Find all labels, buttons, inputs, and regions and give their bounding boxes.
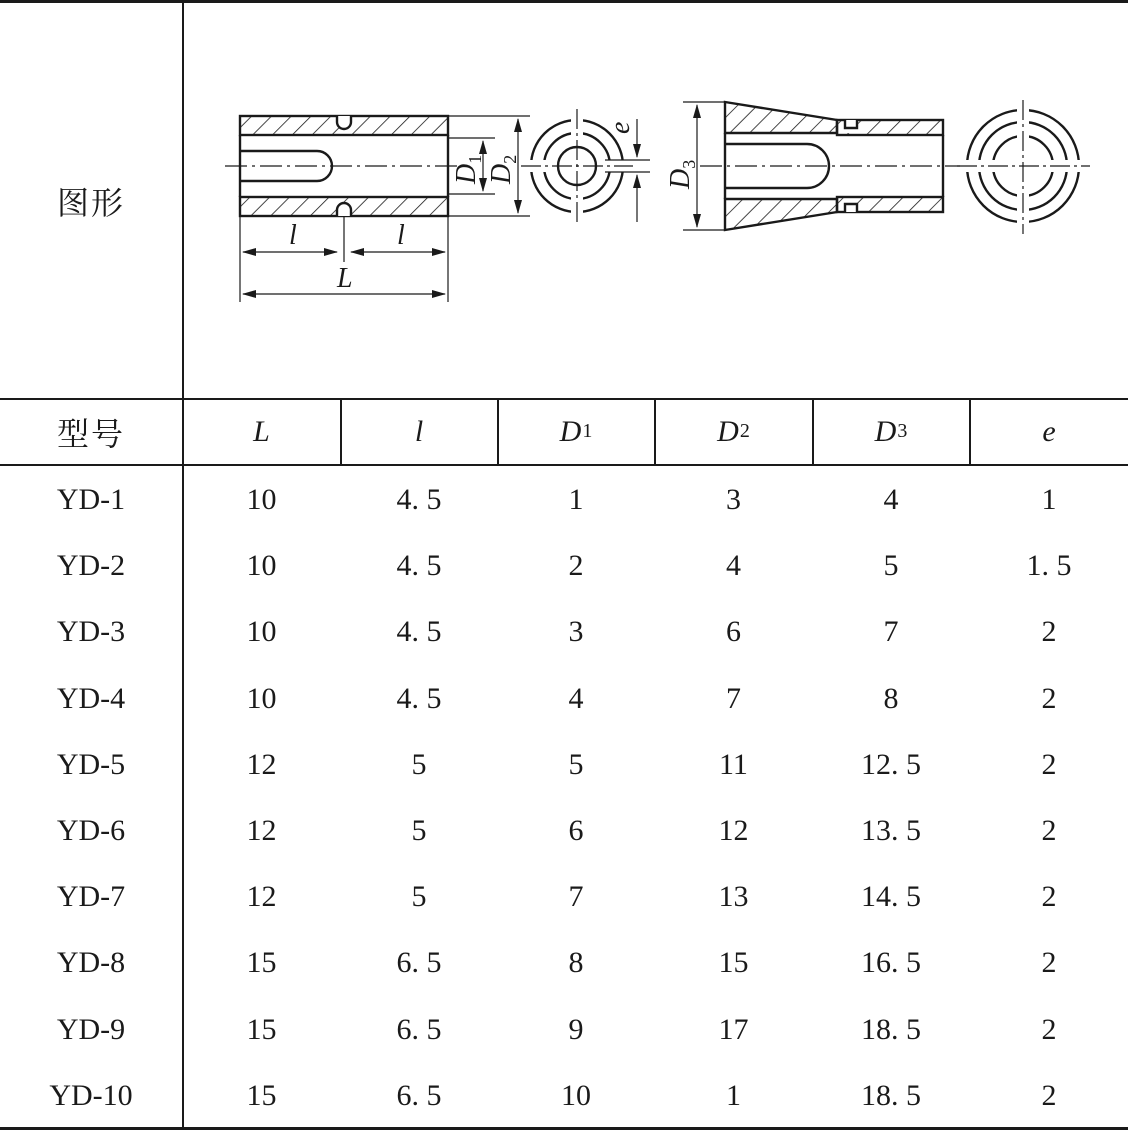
- value-cell: 2: [1041, 814, 1057, 848]
- value-cell: 10: [246, 615, 277, 649]
- header-row-rule: [0, 464, 1128, 466]
- value-cell: 14. 5: [861, 880, 921, 914]
- value-cell: 15: [246, 946, 277, 980]
- value-cell: 6. 5: [396, 1078, 442, 1112]
- svg-text:e: e: [605, 121, 636, 134]
- tapered-collet-end-view: [957, 100, 1090, 234]
- value-cell: 7: [883, 615, 899, 649]
- value-cell: 1: [1041, 483, 1057, 517]
- value-cell: 1: [568, 483, 584, 517]
- value-cell: 3: [726, 483, 741, 517]
- model-cell: YD-5: [56, 747, 126, 781]
- model-cell: YD-10: [49, 1078, 133, 1112]
- value-cell: 2: [1041, 1078, 1057, 1112]
- value-cell: 2: [1041, 615, 1057, 649]
- col-D2-header: D 2: [717, 414, 750, 448]
- value-cell: 16. 5: [861, 946, 921, 980]
- value-cell: 2: [1041, 946, 1057, 980]
- dim-D1: [451, 155, 485, 185]
- value-cell: 18. 5: [861, 1012, 921, 1046]
- value-cell: 1: [726, 1078, 741, 1112]
- value-cell: 12. 5: [861, 747, 921, 781]
- value-cell: 2: [1041, 681, 1057, 715]
- dim-D3: [665, 160, 699, 190]
- model-cell: YD-8: [56, 946, 126, 980]
- value-cell: 6. 5: [396, 946, 442, 980]
- value-cell: 6: [726, 615, 741, 649]
- value-cell: 10: [561, 1078, 591, 1112]
- value-cell: 10: [246, 483, 277, 517]
- col-D3-header: D 3: [874, 414, 908, 448]
- value-cell: 2: [1041, 747, 1057, 781]
- figure-label: 图形: [56, 184, 125, 221]
- value-cell: 3: [568, 615, 584, 649]
- value-cell: 4. 5: [396, 549, 442, 583]
- value-cell: 5: [411, 814, 427, 848]
- value-cell: 7: [568, 880, 584, 914]
- value-cell: 12: [246, 814, 277, 848]
- value-cell: 4: [568, 681, 584, 715]
- dim-l-left: l: [289, 220, 297, 251]
- value-cell: 17: [718, 1012, 749, 1046]
- model-cell: YD-2: [56, 549, 126, 583]
- col-e-header: e: [1042, 414, 1056, 448]
- dim-e: [605, 122, 636, 134]
- value-cell: 5: [411, 747, 427, 781]
- value-cell: 15: [246, 1078, 277, 1112]
- value-cell: 13: [718, 880, 749, 914]
- value-cell: 15: [246, 1012, 277, 1046]
- value-cell: 5: [411, 880, 427, 914]
- value-cell: 13. 5: [861, 814, 921, 848]
- value-cell: 5: [568, 747, 584, 781]
- value-cell: 18. 5: [861, 1078, 921, 1112]
- value-cell: 4: [883, 483, 899, 517]
- straight-collet-section: [225, 116, 465, 216]
- model-column-header: 型号: [56, 415, 125, 452]
- value-cell: 7: [726, 681, 741, 715]
- model-cell: YD-3: [56, 615, 126, 649]
- svg-text:D2: $D_2$: [486, 154, 520, 184]
- value-cell: 5: [883, 549, 899, 583]
- value-cell: 12: [246, 880, 277, 914]
- value-cell: 12: [246, 747, 277, 781]
- value-cell: 2: [1041, 1012, 1057, 1046]
- value-cell: 11: [719, 747, 748, 781]
- col-l-header: l: [414, 414, 424, 448]
- value-cell: 4. 5: [396, 483, 442, 517]
- value-cell: 10: [246, 681, 277, 715]
- value-cell: 9: [568, 1012, 584, 1046]
- svg-text:D1: $D_1$: [451, 154, 485, 184]
- model-cell: YD-7: [56, 880, 126, 914]
- model-cell: YD-1: [56, 483, 126, 517]
- collet-diagram: [185, 4, 1128, 398]
- col-L-header: L: [253, 414, 270, 448]
- dim-l-right: l: [397, 220, 405, 251]
- value-cell: 4. 5: [396, 681, 442, 715]
- col-D1-header: D 1: [559, 414, 593, 448]
- dim-D2: [486, 155, 520, 185]
- svg-text:D3: $D_3$: [665, 159, 699, 189]
- model-cell: YD-6: [56, 814, 126, 848]
- value-cell: 6: [568, 814, 584, 848]
- value-cell: 15: [718, 946, 749, 980]
- value-cell: 4. 5: [396, 615, 442, 649]
- value-cell: 6. 5: [396, 1012, 442, 1046]
- value-cell: 2: [1041, 880, 1057, 914]
- model-cell: YD-9: [56, 1012, 126, 1046]
- value-cell: 8: [883, 681, 899, 715]
- tapered-collet-section: [700, 102, 960, 230]
- value-cell: 12: [718, 814, 749, 848]
- dim-L: L: [337, 263, 353, 294]
- model-cell: YD-4: [56, 681, 126, 715]
- figure-drawing: [185, 4, 1128, 398]
- value-cell: 10: [246, 549, 277, 583]
- value-cell: 4: [726, 549, 741, 583]
- value-cell: 8: [568, 946, 584, 980]
- value-cell: 2: [568, 549, 584, 583]
- value-cell: 1. 5: [1026, 549, 1072, 583]
